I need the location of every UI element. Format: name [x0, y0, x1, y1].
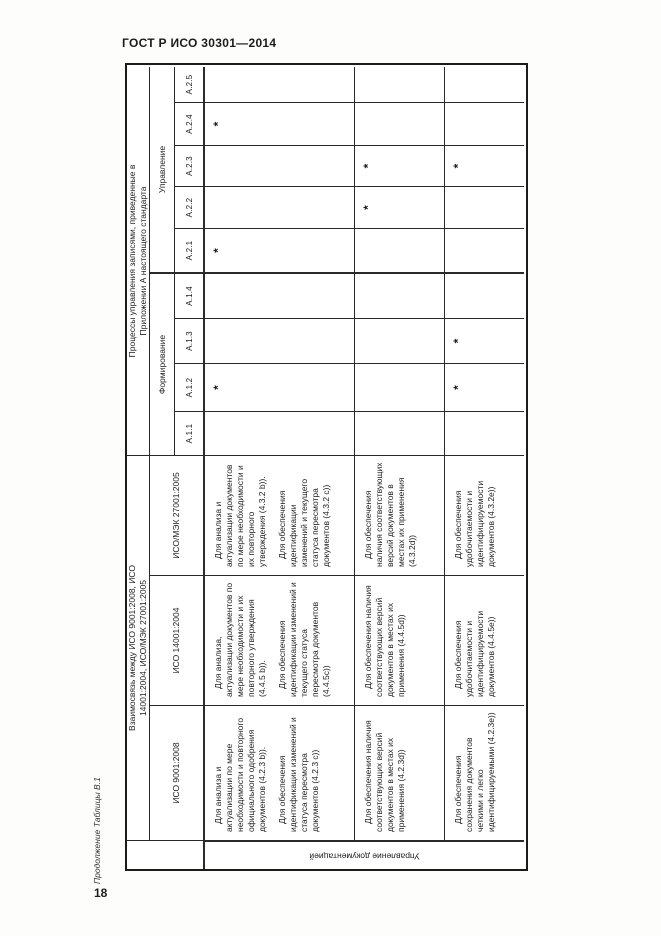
cell-r1-iso14001 [205, 575, 355, 705]
mark-r1-a14 [205, 272, 355, 318]
col-label-a12: А.1.2 [175, 363, 205, 411]
mark-r3-a14 [445, 272, 524, 318]
processes-title-cell: Процессы управления записями, приведенные в Приложении А настоящего стандарта [127, 67, 150, 455]
mark-r3-a13: * [445, 318, 524, 363]
col-label-a23: А.2.3 [175, 145, 205, 186]
mark-r3-a12: * [445, 363, 524, 411]
clause-text: Для обеспечения наличия соответствующих версий документов в местах их применения (4.2.3d)) [363, 720, 406, 832]
mark-r1-a12: * [205, 363, 355, 411]
running-header: ГОСТ Р ИСО 30301—2014 [122, 36, 277, 50]
clause-text: Для обеспечения удобочитаемости и идентифицируемости документов (4.4.5е)) [453, 610, 496, 697]
mark-r2-a12 [355, 363, 445, 411]
cell-r2-iso9001 [355, 705, 445, 840]
clause-text: Для анализа и актуализации по мере необходимости и повторного официального одобрения документов (4.2.3 b)). [213, 717, 267, 832]
cell-r3-iso27001 [445, 455, 524, 575]
mark-r2-a21 [355, 228, 445, 272]
mark-r1-a22 [205, 186, 355, 228]
clause-text: Для обеспечения наличия соответствующих версий документов в местах их применения (4.3.2d)) [363, 462, 417, 567]
clause-text: Для обеспечения удобочитаемости и идентифицируемости документов (4.3.2е)) [453, 480, 496, 567]
col-label-a22: А.2.2 [175, 186, 205, 228]
table-caption: Продолжение Таблицы В.1 [92, 777, 102, 884]
mark-r2-a22: * [355, 186, 445, 228]
col-header-iso14001: ИСО 14001:2004 [150, 575, 205, 705]
mark-r1-a13 [205, 318, 355, 363]
mark-r3-a21 [445, 228, 524, 272]
mark-r1-a25 [205, 67, 355, 102]
clause-text: Для обеспечения сохранения документов четкими и легко идентифицируемыми (4.2.3е)) [453, 712, 496, 832]
row-group-header: Управление документацией [205, 840, 524, 869]
mark-r2-a23: * [355, 145, 445, 186]
relation-title-cell: Взаимосвязь между ИСО 9001:2008, ИСО 14001:2004, ИСО/МЭК 27001:2005 [127, 455, 150, 840]
clause-text: Для обеспечения идентификации изменений и статуса пересмотра документов (4.2.3 с)) [277, 717, 320, 832]
group-header-formation: Формирование [150, 272, 175, 455]
cell-r1-iso27001 [205, 455, 355, 575]
cell-r3-iso9001 [445, 705, 524, 840]
cell-r1-iso9001 [205, 705, 355, 840]
cell-r2-iso14001 [355, 575, 445, 705]
mark-r1-a23 [205, 145, 355, 186]
mark-r1-a11 [205, 411, 355, 455]
col-label-a14: А.1.4 [175, 272, 205, 318]
col-label-a24: А.2.4 [175, 102, 205, 145]
clause-text: Для анализа, актуализации документов по мере необходимости и их повторного утверждения (4.4.5 b)). [213, 582, 267, 697]
mark-r3-a24 [445, 102, 524, 145]
mark-r2-a14 [355, 272, 445, 318]
col-label-a11: А.1.1 [175, 411, 205, 455]
mark-r1-a24: * [205, 102, 355, 145]
group-header-management: Управление [150, 67, 175, 272]
mark-r2-a13 [355, 318, 445, 363]
mark-r3-a22 [445, 186, 524, 228]
mark-r1-a21: * [205, 228, 355, 272]
clause-text: Для обеспечения наличия соответствующих версий документов в местах их применения (4.4.5d)) [363, 585, 406, 697]
col-label-a21: А.2.1 [175, 228, 205, 272]
clause-text: Для обеспечения идентификации изменений и текущего статуса пересмотра документов (4.4.5с)) [277, 582, 331, 697]
col-header-iso27001: ИСО/МЭК 27001:2005 [150, 455, 205, 575]
clause-text: Для анализа и актуализации документов по мере необходимости и их повторного утверждения (4.3.2 b)). [213, 464, 267, 567]
mark-r3-a25 [445, 67, 524, 102]
mark-r2-a24 [355, 102, 445, 145]
mark-r3-a11 [445, 411, 524, 455]
col-label-a13: А.1.3 [175, 318, 205, 363]
table-b1 [125, 63, 528, 871]
mark-r2-a11 [355, 411, 445, 455]
cell-r3-iso14001 [445, 575, 524, 705]
col-label-a25: А.2.5 [175, 67, 205, 102]
rotated-table-container [125, 63, 528, 871]
cell-r2-iso27001 [355, 455, 445, 575]
col-header-iso9001: ИСО 9001:2008 [150, 705, 205, 840]
clause-text: Для обеспечения идентификации изменений и текущего статуса пересмотра документов (4.3.2 с)) [277, 478, 331, 567]
corner-cell [127, 840, 205, 869]
mark-r2-a25 [355, 67, 445, 102]
mark-r3-a23: * [445, 145, 524, 186]
page-number: 18 [94, 886, 108, 900]
